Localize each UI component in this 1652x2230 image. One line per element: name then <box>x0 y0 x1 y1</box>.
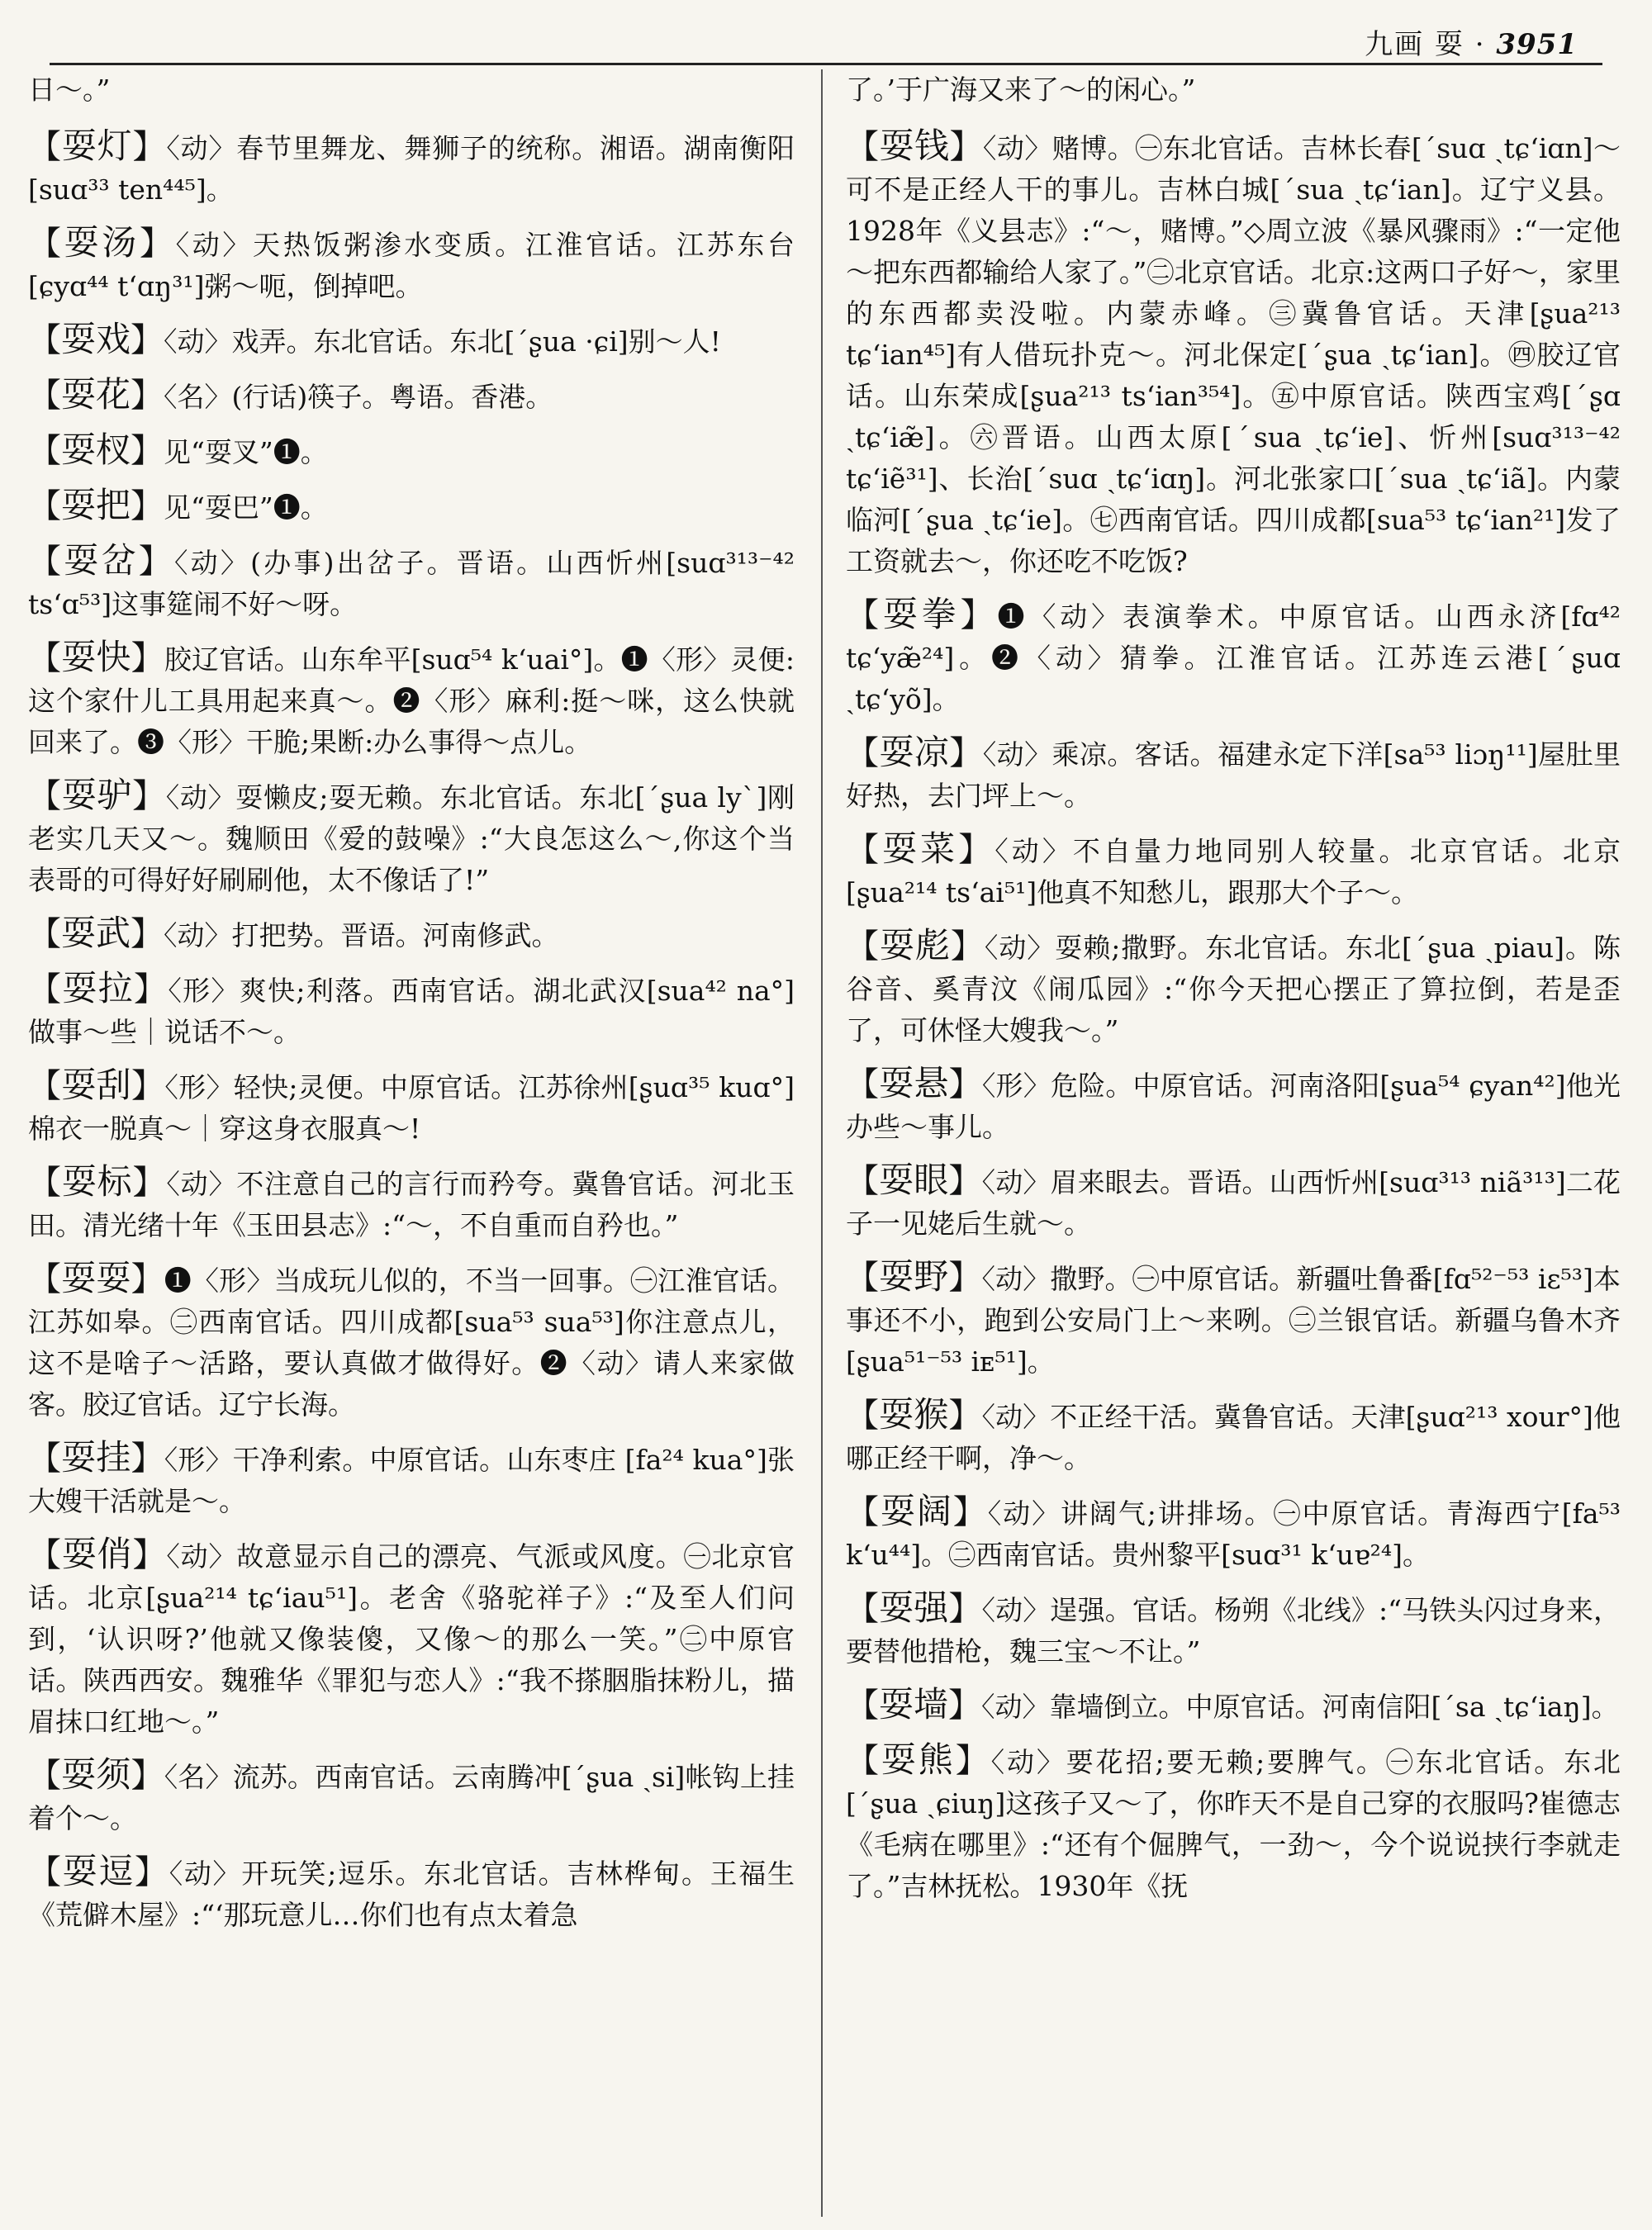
entry-definition: 〈动〉不自量力地同别人较量。北京官话。北京[ʂua²¹⁴ tsʻai⁵¹]他真不知愁儿，跟那大个子～。 <box>846 835 1621 909</box>
headword-close-bracket: 】 <box>135 1853 169 1891</box>
headword-close-bracket: 】 <box>132 1164 167 1202</box>
left-column <box>28 69 795 2215</box>
page-number: 3951 <box>1496 28 1578 61</box>
entry-headword: 耍耍 <box>61 1258 131 1298</box>
entry-headword: 耍汤 <box>64 222 140 263</box>
headword-open-bracket: 【 <box>28 1164 62 1202</box>
dictionary-entry <box>846 1684 1621 1728</box>
entry-definition: 〈动〉故意显示自己的漂亮、气派或风度。㊀北京官话。北京[ʂua²¹⁴ tɕʻiau⁵¹]。老舍《骆驼祥子》:“及至人们问到，‘认识呀?’他就又像装傻，又像～的那么一笑。”㊁中原官话。陕西西安。魏雅华《罪犯与恋人》:“我不搽胭脂抹粉儿，描眉抹口红地～。” <box>28 1540 795 1738</box>
dictionary-entry <box>28 319 795 363</box>
headword-close-bracket: 】 <box>131 487 164 525</box>
headword-open-bracket: 【 <box>28 1067 62 1105</box>
entry-definition: 〈动〉讲阔气;讲排场。㊀中原官话。青海西宁[fa⁵³ kʻu⁴⁴]。㊁西南官话。贵州黎平[suɑ³¹ kʻuɐ²⁴]。 <box>846 1497 1621 1571</box>
headword-open-bracket: 【 <box>846 928 880 966</box>
headword-close-bracket: 】 <box>948 1065 982 1103</box>
entry-headword: 耍驴 <box>61 775 133 815</box>
headword-close-bracket: 】 <box>948 1687 982 1725</box>
dictionary-entry <box>846 925 1621 1051</box>
headword-close-bracket: 】 <box>131 1067 165 1105</box>
entry-headword: 耍墙 <box>879 1684 949 1725</box>
headword-close-bracket: 】 <box>131 1260 164 1298</box>
headword-open-bracket: 【 <box>846 1162 880 1200</box>
headword-open-bracket: 【 <box>846 1397 880 1435</box>
entry-headword: 耍野 <box>879 1256 949 1297</box>
entry-definition: 〈动〉乘凉。客话。福建永定下洋[sa⁵³ liɔŋ¹¹]屋肚里好热，去门坪上～。 <box>846 738 1621 812</box>
entry-headword: 耍猴 <box>879 1394 949 1435</box>
headword-open-bracket: 【 <box>846 1065 880 1103</box>
running-header <box>50 17 1602 66</box>
headword-close-bracket: 】 <box>960 596 998 634</box>
entry-definition: ❶〈形〉当成玩儿似的，不当一回事。㊀江淮官话。江苏如皋。㊁西南官话。四川成都[sua⁵³ sua⁵³]你注意点儿，这不是啥子～活路，要认真做才做得好。❷〈动〉请人来家做客。胶辽官话。辽宁长海。 <box>28 1264 795 1421</box>
headword-open-bracket: 【 <box>846 831 883 869</box>
headword-open-bracket: 【 <box>28 970 63 1008</box>
entry-definition: 〈动〉(办事)出岔子。晋语。山西忻州[suɑ³¹³⁻⁴² tsʻɑ⁵³]这事筵闹不好～呀。 <box>28 547 795 620</box>
entry-definition: 〈动〉眉来眼去。晋语。山西忻州[suɑ³¹³ niã³¹³]二花子一见姥后生就～。 <box>846 1166 1621 1240</box>
entry-headword: 耍戏 <box>61 319 131 359</box>
entry-definition: 胶辽官话。山东牟平[suɑ⁵⁴ kʻuai°]。❶〈形〉灵便:这个家什儿工具用起来真～。❷〈形〉麻利:挺～咪，这么快就回来了。❸〈形〉干脆;果断:办么事得～点儿。 <box>28 643 795 758</box>
entry-definition: 〈动〉赌博。㊀东北官话。吉林长春[ˊsuɑ ˏtɕʻiɑn]～可不是正经人干的事儿。吉林白城[ˊsua ˏtɕʻian]。辽宁义县。1928年《义县志》:“～，赌博。”◇周立波《暴风骤雨》:“一定他～把东西都输给人家了。”㊁北京官话。北京:这两口子好～，家里的东西都卖没啦。内蒙赤峰。㊂冀鲁官话。天津[ʂua²¹³ tɕʻian⁴⁵]有人借玩扑克～。河北保定[ˊʂua ˏtɕʻian]。㊃胶辽官话。山东荣成[ʂua²¹³ tsʻian³⁵⁴]。㊄中原官话。陕西宝鸡[ˊʂɑ ˏtɕʻiæ̃]。㊅晋语。山西太原[ˊsua ˏtɕʻie]、忻州[suɑ³¹³⁻⁴² tɕʻiẽ³¹]、长治[ˊsuɑ ˏtɕʻiɑŋ]。河北张家口[ˊsua ˏtɕʻiã]。内蒙临河[ˊʂua ˏtɕʻie]。㊆西南官话。四川成都[sua⁵³ tɕʻian²¹]发了工资就去～，你还吃不吃饭? <box>846 132 1621 577</box>
dictionary-entry <box>28 374 795 418</box>
entry-headword: 耍凉 <box>879 732 950 772</box>
headword-close-bracket: 】 <box>132 777 166 815</box>
entry-headword: 耍标 <box>61 1161 133 1202</box>
entry-headword: 耍拳 <box>882 594 961 634</box>
dictionary-entry <box>846 732 1621 817</box>
entry-definition: 见“耍叉”❶。 <box>164 436 328 468</box>
headword-close-bracket: 】 <box>138 543 174 581</box>
dictionary-entry <box>28 1534 795 1743</box>
headword-close-bracket: 】 <box>952 1493 988 1531</box>
entry-headword: 耍花 <box>61 374 131 415</box>
headword-open-bracket: 【 <box>28 321 61 359</box>
headword-close-bracket: 】 <box>131 639 164 677</box>
dictionary-entry <box>28 1851 795 1936</box>
headword-open-bracket: 【 <box>28 487 61 525</box>
dictionary-entry <box>846 1739 1621 1907</box>
entry-definition: 了。’于广海又来了～的闲心。” <box>846 74 1196 106</box>
dictionary-entry <box>846 1160 1621 1245</box>
dictionary-entry <box>28 1258 795 1426</box>
headword-open-bracket: 【 <box>846 1687 879 1725</box>
headword-close-bracket: 】 <box>948 1162 982 1200</box>
entry-definition: 见“耍巴”❶。 <box>164 491 328 524</box>
entry-headword: 耍强 <box>879 1587 949 1628</box>
dictionary-entry <box>846 1063 1621 1148</box>
dictionary-entry <box>28 222 795 307</box>
header-rule <box>50 63 1602 65</box>
dictionary-entry <box>846 1587 1621 1672</box>
entry-headword: 耍挂 <box>61 1437 131 1478</box>
entry-definition: 〈动〉逞强。官话。杨朔《北线》:“马铁头闪过身来，要替他措枪，魏三宝～不让。” <box>846 1594 1621 1668</box>
dictionary-entry <box>28 69 795 111</box>
dictionary-entry <box>846 126 1621 582</box>
entry-headword: 耍熊 <box>881 1739 956 1780</box>
entry-definition: 〈形〉轻快;灵便。中原官话。江苏徐州[ʂuɑ³⁵ kuɑ°]棉衣一脱真～｜穿这身衣服真～! <box>28 1071 795 1145</box>
headword-open-bracket: 【 <box>846 1590 880 1628</box>
headword-open-bracket: 【 <box>846 128 880 166</box>
headword-close-bracket: 】 <box>131 1440 164 1478</box>
running-head-text: 九画 耍 · <box>1365 28 1486 61</box>
headword-close-bracket: 】 <box>948 1259 982 1297</box>
entry-headword: 耍须 <box>61 1754 131 1795</box>
entry-headword: 耍杈 <box>61 429 131 470</box>
entry-headword: 耍钱 <box>879 126 950 166</box>
dictionary-entry <box>28 540 795 625</box>
entry-definition: 〈动〉不注意自己的言行而矜夸。冀鲁官话。河北玉田。清光绪十年《玉田县志》:“～，不自重而自矜也。” <box>28 1168 795 1241</box>
entry-headword: 耍把 <box>61 485 131 525</box>
headword-open-bracket: 【 <box>28 128 62 166</box>
headword-open-bracket: 【 <box>28 1440 62 1478</box>
dictionary-entry <box>846 69 1621 111</box>
entry-headword: 耍菜 <box>882 828 959 869</box>
dictionary-entry <box>846 1491 1621 1576</box>
headword-open-bracket: 【 <box>846 1742 881 1780</box>
headword-close-bracket: 】 <box>948 1590 982 1628</box>
headword-open-bracket: 【 <box>28 1260 62 1298</box>
dictionary-entry <box>28 1161 795 1246</box>
entry-definition: 〈动〉耍赖;撒野。东北官话。东北[ˊʂua ˏpiau]。陈谷音、奚青汶《闹瓜园》:“你今天把心摆正了算拉倒，若是歪了，可休怪大嫂我～。” <box>846 932 1621 1046</box>
dictionary-entry <box>846 1256 1621 1383</box>
dictionary-entry <box>28 1437 795 1522</box>
entry-headword: 耍彪 <box>879 925 951 966</box>
entry-headword: 耍武 <box>61 913 131 953</box>
dictionary-entry <box>28 126 795 211</box>
entry-headword: 耍眼 <box>879 1160 949 1200</box>
right-column <box>846 69 1621 2215</box>
dictionary-entry <box>28 1065 795 1150</box>
headword-open-bracket: 【 <box>28 639 62 677</box>
headword-open-bracket: 【 <box>846 1493 881 1531</box>
headword-open-bracket: 【 <box>28 915 61 953</box>
dictionary-entry <box>846 828 1621 913</box>
headword-close-bracket: 】 <box>139 225 176 263</box>
entry-definition: 〈动〉天热饭粥渗水变质。江淮官话。江苏东台[ɕyɑ⁴⁴ tʻɑŋ³¹]粥～呃，倒掉吧。 <box>28 229 795 302</box>
entry-definition: 〈形〉干净利索。中原官话。山东枣庄 [fa²⁴ kua°]张大嫂干活就是～。 <box>28 1444 795 1517</box>
headword-open-bracket: 【 <box>28 1853 63 1891</box>
headword-close-bracket: 】 <box>132 128 167 166</box>
entry-definition: ❶〈动〉表演拳术。中原官话。山西永济[fɑ⁴² tɕʻyæ̃²⁴]。❷〈动〉猜拳。江淮官话。江苏连云港[ˊʂuɑ ˏtɕʻyõ]。 <box>846 600 1621 715</box>
entry-definition: 〈动〉耍懒皮;耍无赖。东北官话。东北[ˊʂua lyˋ]刚老实几天又～。魏顺田《爱的鼓噪》:“大良怎这么～,你这个当表哥的可得好好刷刷他，太不像话了!” <box>28 781 795 896</box>
headword-open-bracket: 【 <box>846 596 883 634</box>
dictionary-entry <box>28 913 795 956</box>
entry-definition: 〈动〉撒野。㊀中原官话。新疆吐鲁番[fɑ⁵²⁻⁵³ iɛ⁵³]本事还不小，跑到公安局门上～来咧。㊁兰银官话。新疆乌鲁木齐[ʂua⁵¹⁻⁵³ iᴇ⁵¹]。 <box>846 1263 1621 1378</box>
entry-definition: 〈动〉春节里舞龙、舞狮子的统称。湘语。湖南衡阳[suɑ³³ ten⁴⁴⁵]。 <box>28 132 795 206</box>
headword-open-bracket: 【 <box>28 432 61 470</box>
dictionary-entry <box>846 1394 1621 1479</box>
entry-definition: 〈动〉戏弄。东北官话。东北[ˊʂua ·ɕi]别～人! <box>164 325 721 358</box>
dictionary-entry <box>846 594 1621 720</box>
headword-open-bracket: 【 <box>28 543 64 581</box>
dictionary-entry <box>28 1754 795 1839</box>
headword-close-bracket: 】 <box>948 1397 982 1435</box>
entry-definition: 〈动〉要花招;要无赖;要脾气。㊀东北官话。东北[ˊʂua ˏɕiuŋ]这孩子又～了，你昨天不是自己穿的衣服吗?崔德志《毛病在哪里》:“还有个倔脾气，一劲～，今个说说挟行李就走了。”吉林抚松。1930年《抚 <box>846 1746 1621 1902</box>
entry-definition: 〈形〉爽快;利落。西南官话。湖北武汉[sua⁴² na°]做事～些｜说话不～。 <box>28 975 795 1048</box>
headword-close-bracket: 】 <box>133 970 169 1008</box>
headword-close-bracket: 】 <box>131 915 164 953</box>
entry-definition: 〈名〉流苏。西南官话。云南腾冲[ˊʂua ˏsi]帐钩上挂着个～。 <box>28 1761 795 1834</box>
dictionary-entry <box>28 485 795 529</box>
entry-headword: 耍刮 <box>61 1065 131 1105</box>
entry-definition: 〈形〉危险。中原官话。河南洛阳[ʂua⁵⁴ ɕyan⁴²]他光办些～事儿。 <box>846 1070 1621 1143</box>
headword-close-bracket: 】 <box>950 928 985 966</box>
headword-close-bracket: 】 <box>131 432 164 470</box>
entry-definition: 〈动〉开玩笑;逗乐。东北官话。吉林桦甸。王福生《荒僻木屋》:“‘那玩意儿…你们也有点太着急 <box>28 1858 795 1931</box>
headword-open-bracket: 【 <box>28 377 61 415</box>
headword-close-bracket: 】 <box>949 128 983 166</box>
dictionary-entry <box>28 637 795 763</box>
headword-open-bracket: 【 <box>28 1536 62 1574</box>
headword-close-bracket: 】 <box>131 321 164 359</box>
dictionary-entry <box>28 429 795 473</box>
headword-open-bracket: 【 <box>28 777 62 815</box>
running-head <box>1365 21 1578 62</box>
entry-headword: 耍拉 <box>62 968 134 1008</box>
entry-definition: 〈动〉打把势。晋语。河南修武。 <box>164 919 559 951</box>
dictionary-entry <box>28 968 795 1053</box>
entry-headword: 耍悬 <box>879 1063 949 1103</box>
entry-headword: 耍逗 <box>62 1851 135 1891</box>
entry-definition: 〈名〉(行话)筷子。粤语。香港。 <box>164 381 553 413</box>
headword-close-bracket: 】 <box>949 734 983 772</box>
entry-headword: 耍阔 <box>880 1491 953 1531</box>
entry-definition: 日～。” <box>28 74 111 106</box>
entry-headword: 耍岔 <box>64 540 139 581</box>
headword-close-bracket: 】 <box>132 1536 167 1574</box>
dictionary-entry <box>28 775 795 901</box>
entry-definition: 〈动〉不正经干活。冀鲁官话。天津[ʂuɑ²¹³ xour°]他哪正经干啊，净～。 <box>846 1401 1621 1474</box>
entry-definition: 〈动〉靠墙倒立。中原官话。河南信阳[ˊsa ˏtɕʻiaŋ]。 <box>981 1691 1619 1723</box>
headword-close-bracket: 】 <box>131 377 164 415</box>
headword-open-bracket: 【 <box>28 1757 62 1795</box>
entry-headword: 耍俏 <box>61 1534 133 1574</box>
headword-close-bracket: 】 <box>131 1757 164 1795</box>
headword-open-bracket: 【 <box>28 225 64 263</box>
entry-headword: 耍灯 <box>61 126 133 166</box>
entry-headword: 耍快 <box>61 637 131 677</box>
headword-close-bracket: 】 <box>955 1742 991 1780</box>
headword-close-bracket: 】 <box>958 831 995 869</box>
headword-open-bracket: 【 <box>846 1259 880 1297</box>
column-divider <box>821 69 823 2217</box>
headword-open-bracket: 【 <box>846 734 880 772</box>
